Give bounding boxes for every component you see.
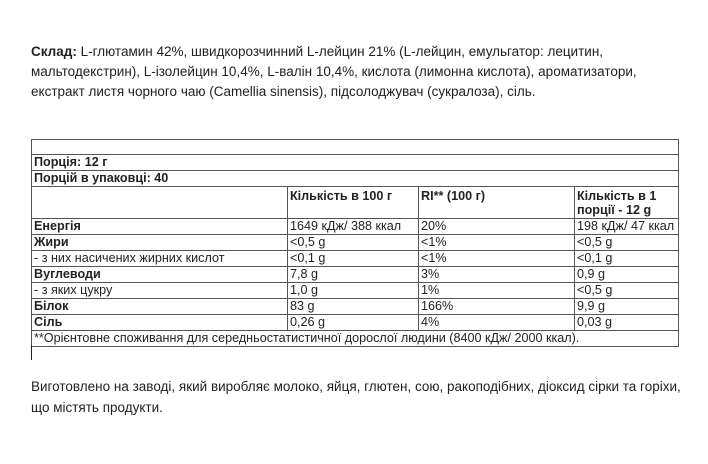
composition-text: L-глютамин 42%, швидкорозчинний L-лейцин 21% (L-лейцин, емульгатор: лецитин, мальтодекстрин), L-ізолейцин 10,4%, L-валін 10,4%, кислота (лимонна кислота), ароматизатори, екстракт листя чорного чаю (Camellia sinensis), підсолоджувач (сукралоза), сіль. — [31, 44, 637, 99]
portions-per-pack-cell: Порцій в упаковці: 40 — [32, 171, 679, 187]
nutrition-table — [31, 139, 679, 347]
row-ri: 4% — [419, 315, 575, 331]
table-row — [32, 251, 679, 267]
row-per-portion: 198 кДж/ 47 ккал — [575, 219, 679, 235]
table-row-portions-per-pack — [32, 171, 679, 187]
row-ri: 3% — [419, 267, 575, 283]
table-row — [32, 235, 679, 251]
row-label: Сіль — [32, 315, 288, 331]
row-per100: 1,0 g — [288, 283, 419, 299]
row-ri: <1% — [419, 235, 575, 251]
row-per100: 7,8 g — [288, 267, 419, 283]
text-cursor[interactable] — [31, 345, 32, 360]
row-per-portion: <0,5 g — [575, 283, 679, 299]
table-row — [32, 219, 679, 235]
row-per-portion: 0,9 g — [575, 267, 679, 283]
row-label: Енергія — [32, 219, 288, 235]
allergen-note: Виготовлено на заводі, який виробляє молоко, яйця, глютен, сою, ракоподібних, діоксид сірки та горіхи, що містять продукти. — [31, 379, 681, 415]
table-header-row — [32, 187, 679, 219]
composition-paragraph — [31, 42, 691, 102]
row-ri: 1% — [419, 283, 575, 299]
row-per100: 1649 кДж/ 388 ккал — [288, 219, 419, 235]
row-per100: 83 g — [288, 299, 419, 315]
table-row-portion — [32, 155, 679, 171]
header-cell-per-portion: Кількість в 1 порції - 12 g — [575, 187, 679, 219]
row-per100: <0,5 g — [288, 235, 419, 251]
header-cell-ri: RI** (100 г) — [419, 187, 575, 219]
table-row — [32, 283, 679, 299]
portion-cell: Порція: 12 г — [32, 155, 679, 171]
table-row — [32, 299, 679, 315]
composition-label: Склад: — [31, 44, 77, 59]
row-per-portion: 9,9 g — [575, 299, 679, 315]
row-per100: <0,1 g — [288, 251, 419, 267]
header-cell-empty — [32, 187, 288, 219]
row-label: Білок — [32, 299, 288, 315]
row-label: Жири — [32, 235, 288, 251]
row-per100: 0,26 g — [288, 315, 419, 331]
footnote-cell: **Орієнтовне споживання для середньостатистичної дорослої людини (8400 кДж/ 2000 ккал). — [32, 331, 679, 347]
row-ri: 166% — [419, 299, 575, 315]
header-cell-per100: Кількість в 100 г — [288, 187, 419, 219]
table-spacer-cell — [32, 140, 679, 155]
row-label: - з них насичених жирних кислот — [32, 251, 288, 267]
table-row — [32, 267, 679, 283]
table-spacer-row — [32, 140, 679, 155]
row-per-portion: <0,5 g — [575, 235, 679, 251]
row-per-portion: <0,1 g — [575, 251, 679, 267]
table-row — [32, 315, 679, 331]
row-ri: <1% — [419, 251, 575, 267]
table-row-footnote — [32, 331, 679, 347]
row-per-portion: 0,03 g — [575, 315, 679, 331]
row-label: - з яких цукру — [32, 283, 288, 299]
row-ri: 20% — [419, 219, 575, 235]
row-label: Вуглеводи — [32, 267, 288, 283]
